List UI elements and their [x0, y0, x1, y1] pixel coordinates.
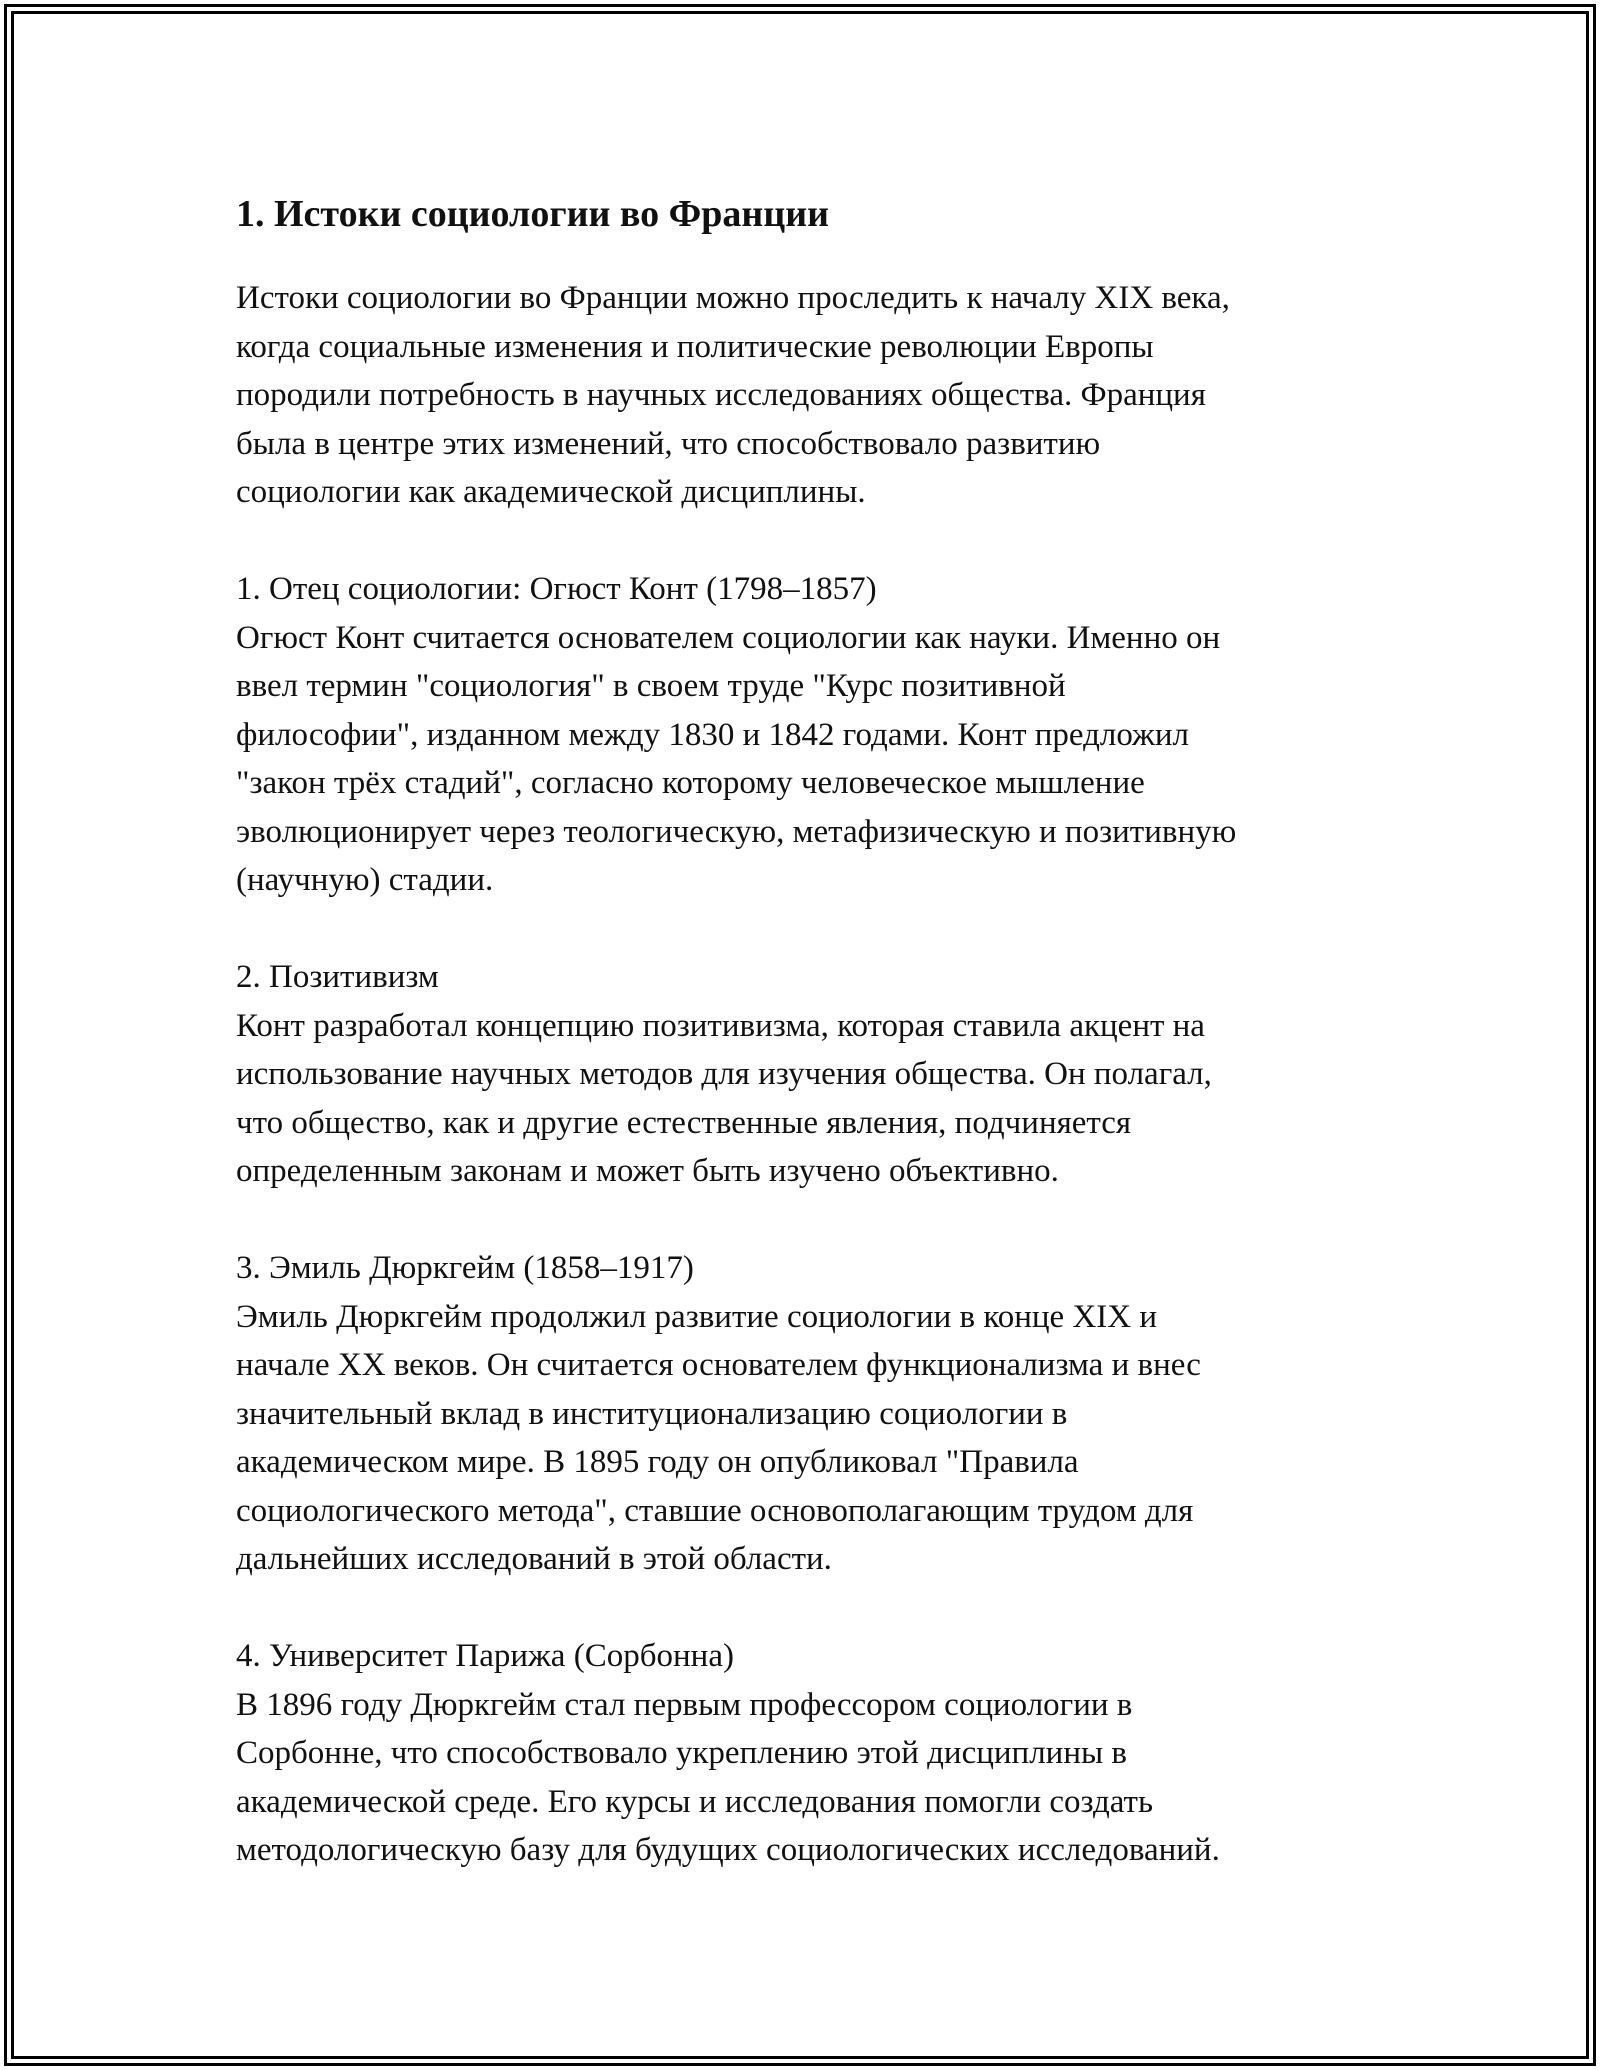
document-body [236, 186, 1386, 1875]
section-heading: 2. Позитивизм [236, 959, 439, 995]
section-sorbonne [236, 1632, 1386, 1875]
section-heading: 3. Эмиль Дюркгейм (1858–1917) [236, 1250, 694, 1286]
section-text: Огюст Конт считается основателем социологии как науки. Именно он ввел термин "социология" в своем труде "Курс позитивной философии", изданном между 1830 и 1842 годами. Конт предложил "закон трёх стадий", согласно которому человеческое мышление эволюционирует через теологическую, метафизическую и позитивную (научную) стадии. [236, 619, 1237, 898]
section-positivism [236, 953, 1386, 1196]
document-title: 1. Истоки социологии во Франции [236, 193, 830, 235]
intro-paragraph: Истоки социологии во Франции можно проследить к началу XIX века, когда социальные изменения и политические революции Европы породили потребность в научных исследованиях общества. Франция была в центре этих изменений, что способствовало развитию социологии как академической дисциплины. [236, 280, 1230, 510]
section-heading: 4. Университет Парижа (Сорбонна) [236, 1638, 734, 1674]
section-durkheim [236, 1244, 1386, 1584]
section-heading: 1. Отец социологии: Огюст Конт (1798–1857) [236, 571, 877, 607]
section-text: В 1896 году Дюркгейм стал первым профессором социологии в Сорбонне, что способствовало укреплению этой дисциплины в академической среде. Его курсы и исследования помогли создать методологическую базу для будущих социологических исследований. [236, 1686, 1220, 1868]
section-text: Конт разработал концепцию позитивизма, которая ставила акцент на использование научных методов для изучения общества. Он полагал, что общество, как и другие естественные явления, подчиняется определенным законам и может быть изучено объективно. [236, 1007, 1212, 1189]
section-text: Эмиль Дюркгейм продолжил развитие социологии в конце XIX и начале XX веков. Он считается основателем функционализма и внес значительный вклад в институционализацию социологии в академическом мире. В 1895 году он опубликовал "Правила социологического метода", ставшие основополагающим трудом для дальнейших исследований в этой области. [236, 1298, 1201, 1577]
section-comte [236, 565, 1386, 905]
